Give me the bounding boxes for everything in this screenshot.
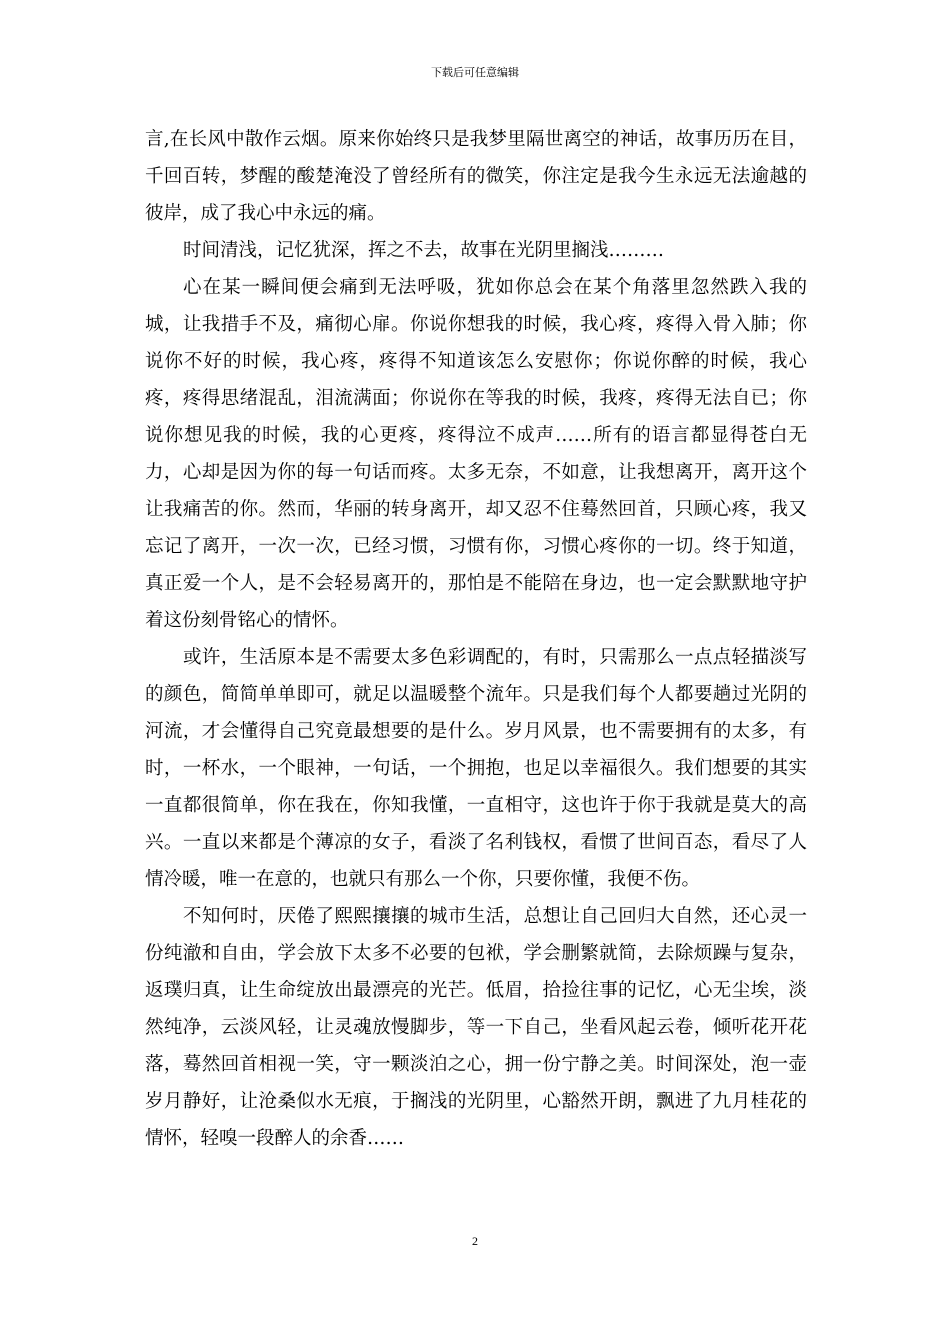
- paragraph-4: 或许，生活原本是不需要太多色彩调配的，有时，只需那么一点点轻描淡写的颜色，简简单单即可，就足以温暖整个流年。只是我们每个人都要趟过光阴的河流，才会懂得自己究竟最想要的是什么。岁月风景，也不需要拥有的太多，有时，一杯水，一个眼神，一句话，一个拥抱，也足以幸福很久。我们想要的其实一直都很简单，你在我在，你知我懂，一直相守，这也许于你于我就是莫大的高兴。一直以来都是个薄凉的女子，看淡了名利钱权，看惯了世间百态，看尽了人情冷暖，唯一在意的，也就只有那么一个你，只要你懂，我便不伤。: [145, 647, 807, 890]
- paragraph-5: 不知何时，厌倦了熙熙攘攘的城市生活，总想让自己回归大自然，还心灵一份纯澈和自由，学会放下太多不必要的包袱，学会删繁就简，去除烦躁与复杂，返璞归真，让生命绽放出最漂亮的光芒。低眉，拾捡往事的记忆，心无尘埃，淡然纯净，云淡风轻，让灵魂放慢脚步，等一下自己，坐看风起云卷，倾听花开花落，蓦然回首相视一笑，守一颗淡泊之心，拥一份宁静之美。时间深处，泡一壶岁月静好，让沧桑似水无痕，于搁浅的光阴里，心豁然开朗，飘进了九月桂花的情怀，轻嗅一段醉人的余香……: [145, 906, 807, 1149]
- paragraph-3: 心在某一瞬间便会痛到无法呼吸，犹如你总会在某个角落里忽然跌入我的城，让我措手不及，痛彻心扉。你说你想我的时候，我心疼，疼得入骨入肺；你说你不好的时候，我心疼，疼得不知道该怎么安慰你；你说你醉的时候，我心疼，疼得思绪混乱，泪流满面；你说你在等我的时候，我疼，疼得无法自已；你说你想见我的时候，我的心更疼，疼得泣不成声……所有的语言都显得苍白无力，心却是因为你的每一句话而疼。太多无奈，不如意，让我想离开，离开这个让我痛苦的你。然而，华丽的转身离开，却又忍不住蓦然回首，只顾心疼，我又忘记了离开，一次一次，已经习惯，习惯有你，习惯心疼你的一切。终于知道，真正爱一个人，是不会轻易离开的，那怕是不能陪在身边，也一定会默默地守护着这份刻骨铭心的情怀。: [145, 277, 807, 631]
- document-body: [145, 121, 807, 1157]
- page-header: 下载后可任意编辑: [431, 66, 519, 79]
- paragraph-1: 言,在长风中散作云烟。原来你始终只是我梦里隔世离空的神话，故事历历在目，千回百转，梦醒的酸楚淹没了曾经所有的微笑，你注定是我今生永远无法逾越的彼岸，成了我心中永远的痛。: [145, 129, 807, 224]
- paragraph-2: 时间清浅，记忆犹深，挥之不去，故事在光阴里搁浅………: [183, 240, 665, 261]
- page-number: 2: [472, 1234, 478, 1248]
